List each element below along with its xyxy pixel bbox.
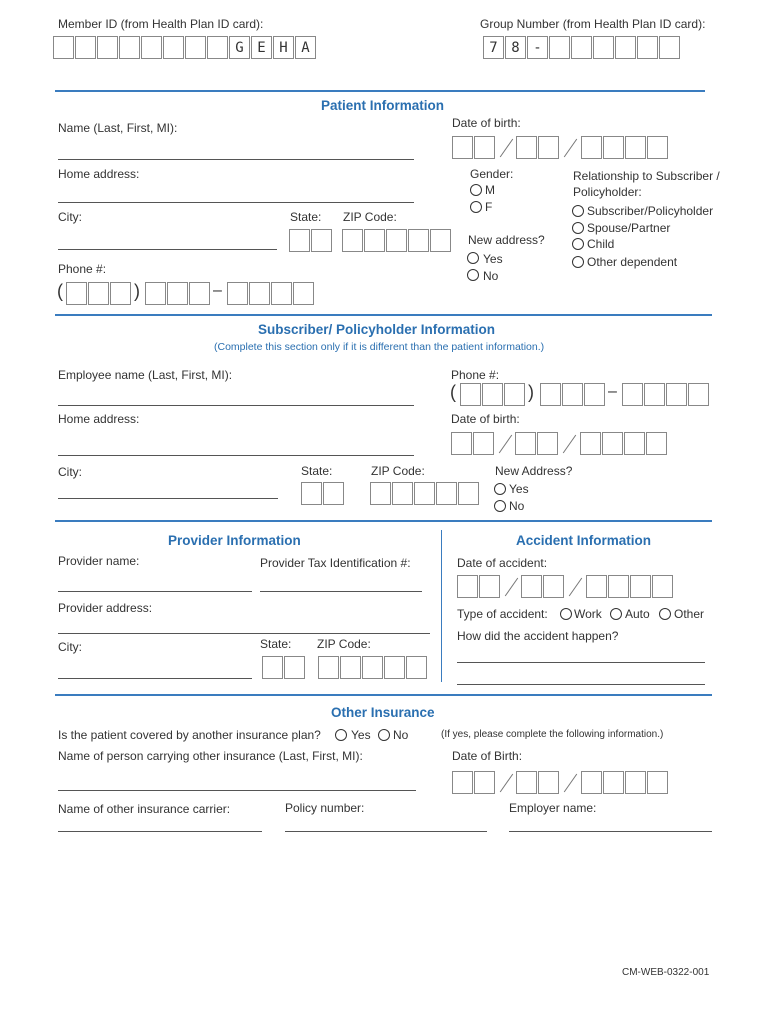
patient-new-address-label: New address? [468,233,545,247]
provider-name-label: Provider name: [58,554,140,568]
member-id-char[interactable] [163,36,184,59]
subscriber-section-title: Subscriber/ Policyholder Information [258,322,496,337]
patient-name-label: Name (Last, First, MI): [58,121,178,135]
member-id-char[interactable]: G [229,36,250,59]
patient-zip-label: ZIP Code: [343,210,397,224]
date-separator [499,435,512,454]
section-divider [441,530,442,682]
other-insurance-section-rule [55,694,712,696]
phone-open-paren: ( [450,382,456,402]
phone-dash: – [608,383,617,400]
provider-city-field[interactable] [58,678,252,679]
patient-phone-label: Phone #: [58,262,107,276]
group-number-char[interactable]: - [527,36,548,59]
employer-name-label: Employer name: [509,801,597,815]
relationship-child-label: Child [587,237,615,251]
provider-city-label: City: [58,640,82,654]
relationship-spouse-radio[interactable] [572,222,584,234]
employee-name-field[interactable] [58,405,414,406]
member-id-char[interactable] [119,36,140,59]
relationship-other-label: Other dependent [587,255,678,269]
accident-date-day[interactable] [521,575,565,598]
group-number-boxes[interactable] [483,36,681,59]
accident-type-other-label: Other [674,607,705,621]
subscriber-state-boxes[interactable] [301,482,345,505]
date-separator [569,578,582,597]
accident-how-field-1[interactable] [457,662,705,663]
other-carrier-field[interactable] [58,831,262,832]
other-insurance-no-label: No [393,728,409,742]
date-separator [500,139,513,158]
patient-new-address-no-radio[interactable] [467,269,479,281]
accident-type-work-label: Work [574,607,602,621]
patient-dob-month[interactable] [452,136,496,159]
provider-section-title: Provider Information [168,533,301,548]
other-insured-dob-label: Date of Birth: [452,749,523,763]
gender-m-radio[interactable] [470,184,482,196]
member-id-char[interactable] [207,36,228,59]
phone-close-paren: ) [134,281,140,301]
accident-date-year[interactable] [586,575,674,598]
date-separator [563,435,576,454]
other-insured-dob-month[interactable] [452,771,496,794]
patient-phone-area[interactable] [66,282,132,305]
group-number-char[interactable] [637,36,658,59]
other-insured-name-label: Name of person carrying other insurance (Last, First, MI): [58,749,363,763]
provider-name-field[interactable] [58,591,252,592]
subscriber-city-field[interactable] [58,498,278,499]
provider-tax-id-label: Provider Tax Identification #: [260,556,411,570]
subscriber-phone-prefix[interactable] [540,383,606,406]
accident-type-work-radio[interactable] [560,608,572,620]
subscriber-new-address-yes-radio[interactable] [494,483,506,495]
subscriber-section-note: (Complete this section only if it is different than the patient information.) [214,341,545,353]
group-number-char[interactable] [571,36,592,59]
policy-number-label: Policy number: [285,801,365,815]
phone-open-paren: ( [57,281,63,301]
relationship-label-cont: Policyholder: [573,185,642,199]
subscriber-zip-boxes[interactable] [370,482,480,505]
member-id-char[interactable] [53,36,74,59]
relationship-subscriber-label: Subscriber/Policyholder [587,204,714,218]
patient-name-field[interactable] [58,159,414,160]
group-number-char[interactable] [549,36,570,59]
subscriber-zip-label: ZIP Code: [371,464,425,478]
provider-state-boxes[interactable] [262,656,306,679]
member-id-boxes[interactable] [53,36,317,59]
other-carrier-label: Name of other insurance carrier: [58,802,231,816]
member-id-char[interactable] [185,36,206,59]
subscriber-section-rule [55,314,712,316]
subscriber-state-label: State: [301,464,333,478]
group-number-char[interactable] [615,36,636,59]
provider-zip-boxes[interactable] [318,656,428,679]
member-id-char[interactable] [75,36,96,59]
patient-new-address-yes-radio[interactable] [467,252,479,264]
gender-m-label: M [485,183,495,197]
other-insured-dob-year[interactable] [581,771,669,794]
subscriber-home-address-field[interactable] [58,455,414,456]
subscriber-dob-year[interactable] [580,432,668,455]
subscriber-dob-day[interactable] [515,432,559,455]
other-insurance-note: (If yes, please complete the following information.) [441,729,664,740]
gender-f-radio[interactable] [470,201,482,213]
member-id-char[interactable] [141,36,162,59]
other-insured-name-field[interactable] [58,790,416,791]
member-id-char[interactable]: A [295,36,316,59]
patient-dob-year[interactable] [581,136,669,159]
accident-type-auto-radio[interactable] [610,608,622,620]
patient-state-boxes[interactable] [289,229,333,252]
patient-home-address-field[interactable] [58,202,414,203]
member-id-label: Member ID (from Health Plan ID card): [58,17,264,31]
patient-zip-boxes[interactable] [342,229,452,252]
patient-section-rule [55,90,705,92]
member-id-char[interactable] [97,36,118,59]
subscriber-new-address-no-label: No [509,499,525,513]
relationship-spouse-label: Spouse/Partner [587,221,671,235]
patient-dob-day[interactable] [516,136,560,159]
accident-date-label: Date of accident: [457,556,548,570]
form-code: CM-WEB-0322-001 [622,967,710,978]
accident-type-auto-label: Auto [625,607,650,621]
subscriber-dob-month[interactable] [451,432,495,455]
subscriber-new-address-yes-label: Yes [509,482,529,496]
subscriber-phone-label: Phone #: [451,368,500,382]
group-number-char[interactable] [593,36,614,59]
subscriber-city-label: City: [58,465,82,479]
group-number-label: Group Number (from Health Plan ID card): [480,17,706,31]
patient-dob-label: Date of birth: [452,116,521,130]
group-number-char[interactable] [659,36,680,59]
date-separator [564,139,577,158]
other-insurance-yes-radio[interactable] [335,729,347,741]
accident-type-other-radio[interactable] [659,608,671,620]
member-id-char[interactable]: E [251,36,272,59]
provider-state-label: State: [260,637,292,651]
subscriber-phone-area[interactable] [460,383,526,406]
other-insurance-no-radio[interactable] [378,729,390,741]
accident-how-field-2[interactable] [457,684,705,685]
patient-state-label: State: [290,210,322,224]
other-insurance-section-title: Other Insurance [331,705,435,720]
group-number-char[interactable]: 8 [505,36,526,59]
date-separator [564,774,577,793]
provider-tax-id-field[interactable] [260,591,422,592]
provider-address-label: Provider address: [58,601,153,615]
relationship-subscriber-radio[interactable] [572,205,584,217]
other-insurance-yes-label: Yes [351,728,371,742]
member-id-char[interactable]: H [273,36,294,59]
accident-date-month[interactable] [457,575,501,598]
patient-new-address-no-label: No [483,269,499,283]
date-separator [500,774,513,793]
patient-section-title: Patient Information [321,98,445,113]
employer-name-field[interactable] [509,831,712,832]
accident-type-label: Type of accident: [457,607,548,621]
gender-f-label: F [485,200,493,214]
patient-phone-line[interactable] [227,282,315,305]
patient-city-label: City: [58,210,82,224]
subscriber-phone-line[interactable] [622,383,710,406]
provider-section-rule [55,520,712,522]
group-number-char[interactable]: 7 [483,36,504,59]
provider-address-field[interactable] [58,633,430,634]
relationship-child-radio[interactable] [572,238,584,250]
subscriber-home-address-label: Home address: [58,412,140,426]
employee-name-label: Employee name (Last, First, MI): [58,368,233,382]
patient-home-address-label: Home address: [58,167,140,181]
patient-phone-prefix[interactable] [145,282,211,305]
other-insured-dob-day[interactable] [516,771,560,794]
subscriber-new-address-label: New Address? [495,464,573,478]
relationship-other-radio[interactable] [572,256,584,268]
other-insurance-question: Is the patient covered by another insurance plan? [58,728,321,742]
subscriber-new-address-no-radio[interactable] [494,500,506,512]
accident-how-label: How did the accident happen? [457,629,619,643]
subscriber-dob-label: Date of birth: [451,412,520,426]
provider-zip-label: ZIP Code: [317,637,371,651]
phone-dash: – [213,282,222,299]
relationship-label: Relationship to Subscriber / [573,169,720,183]
patient-new-address-yes-label: Yes [483,252,503,266]
accident-section-title: Accident Information [516,533,652,548]
phone-close-paren: ) [528,382,534,402]
patient-city-field[interactable] [58,249,277,250]
gender-label: Gender: [470,167,514,181]
date-separator [505,578,518,597]
policy-number-field[interactable] [285,831,487,832]
